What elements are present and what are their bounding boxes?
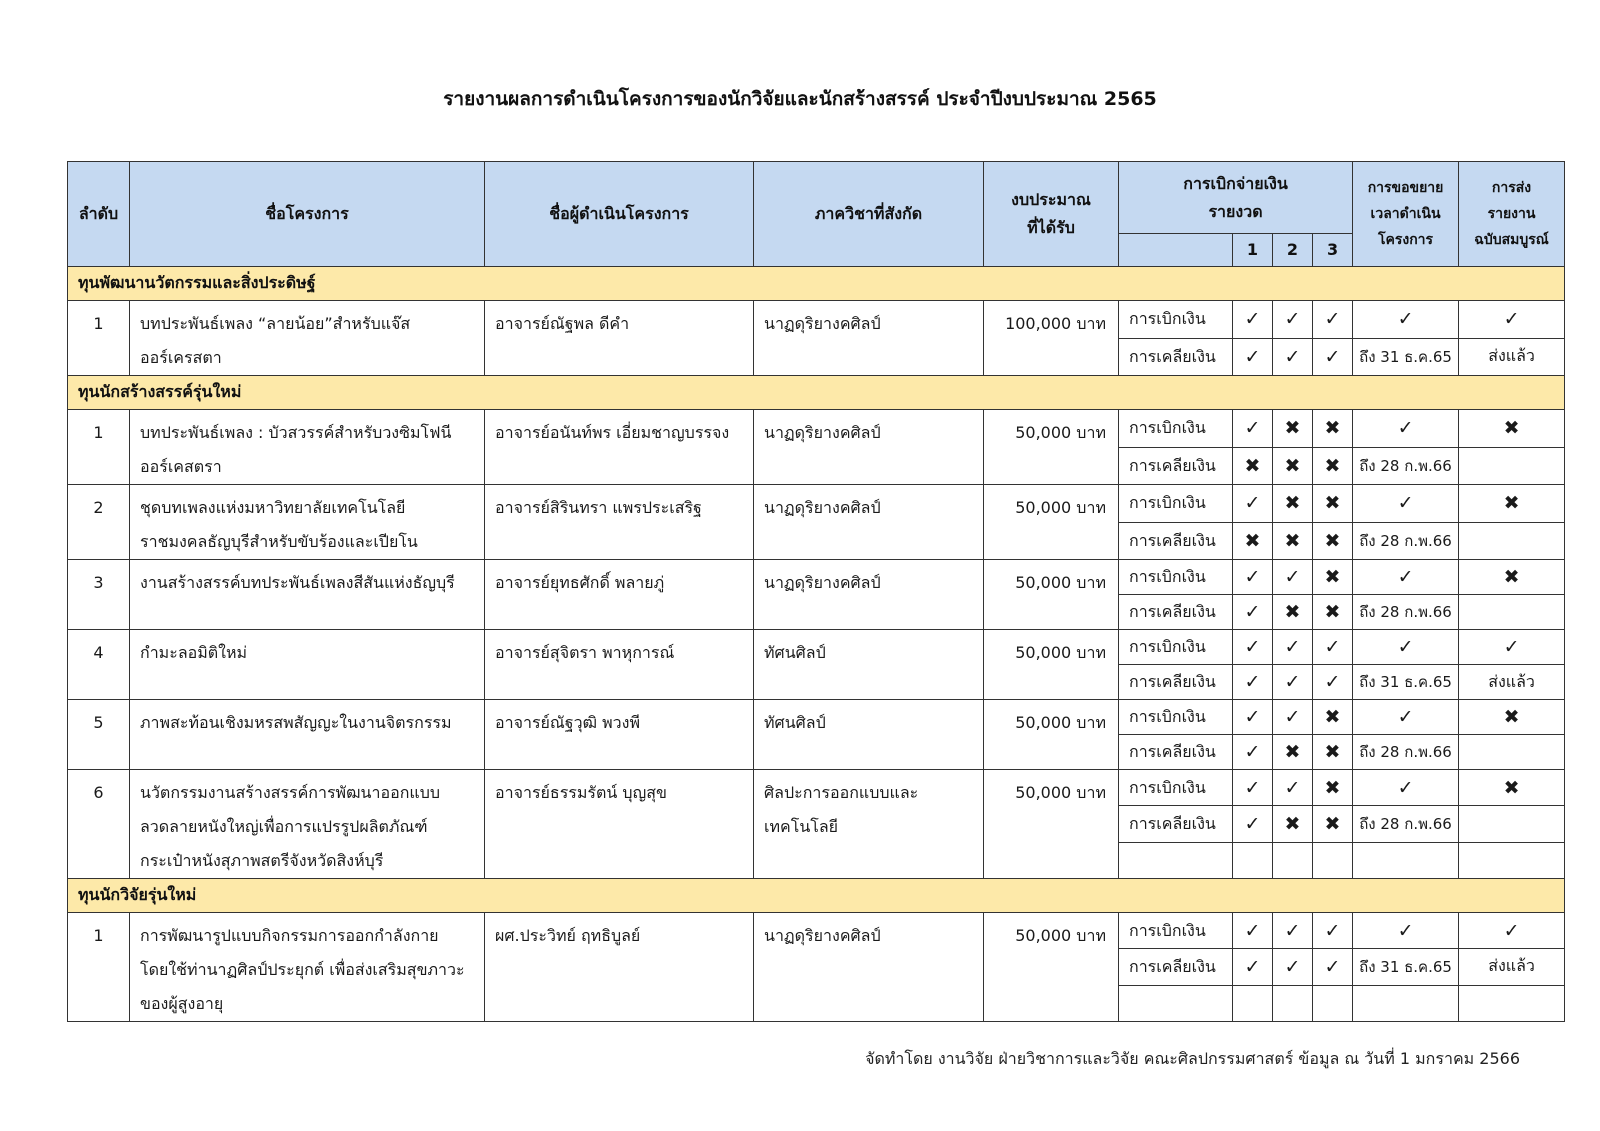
project-name-line: โดยใช้ท่านาฏศิลป์ประยุกต์ เพื่อส่งเสริมสุขภาวะ xyxy=(140,960,465,979)
report-table xyxy=(67,161,1565,1022)
check-icon: ✓ xyxy=(1233,338,1273,376)
cross-icon: ✖ xyxy=(1273,595,1313,630)
project-no: 4 xyxy=(68,630,130,700)
header-period-2: 2 xyxy=(1273,234,1313,267)
project-name-line: บทประพันธ์เพลง : บัวสวรรค์สำหรับวงซิมโฟนี xyxy=(140,423,452,442)
table-row xyxy=(68,560,1565,595)
empty-cell xyxy=(1233,842,1273,878)
row-label-disburse: การเบิกเงิน xyxy=(1119,770,1233,806)
row-label-disburse: การเบิกเงิน xyxy=(1119,410,1233,448)
empty-cell xyxy=(1353,842,1459,878)
extend-date: ถึง 28 ก.พ.66 xyxy=(1353,806,1459,842)
header-period-blank xyxy=(1119,234,1233,267)
check-icon: ✓ xyxy=(1233,913,1273,949)
project-dept xyxy=(754,913,984,1022)
project-no: 6 xyxy=(68,770,130,879)
table-row xyxy=(68,410,1565,448)
project-no: 2 xyxy=(68,485,130,560)
header-extend-line2: เวลาดำเนิน xyxy=(1370,206,1441,222)
row-label-clear: การเคลียเงิน xyxy=(1119,595,1233,630)
empty-cell xyxy=(1353,985,1459,1021)
project-leader: ผศ.ประวิทย์ ฤทธิบูลย์ xyxy=(485,913,754,1022)
project-name xyxy=(130,560,485,630)
project-dept xyxy=(754,700,984,770)
project-dept xyxy=(754,485,984,560)
report-status: ส่งแล้ว xyxy=(1459,665,1565,700)
report-status xyxy=(1459,735,1565,770)
extend-check-icon: ✓ xyxy=(1353,913,1459,949)
report-status xyxy=(1459,806,1565,842)
row-label-disburse: การเบิกเงิน xyxy=(1119,700,1233,735)
project-no: 1 xyxy=(68,410,130,485)
header-report-line3: ฉบับสมบูรณ์ xyxy=(1474,232,1549,248)
report-cross-icon: ✖ xyxy=(1459,560,1565,595)
extend-check-icon: ✓ xyxy=(1353,301,1459,339)
category-row xyxy=(68,267,1565,301)
cross-icon: ✖ xyxy=(1273,410,1313,448)
check-icon: ✓ xyxy=(1233,630,1273,665)
extend-date: ถึง 31 ธ.ค.65 xyxy=(1353,665,1459,700)
check-icon: ✓ xyxy=(1233,770,1273,806)
check-icon: ✓ xyxy=(1313,665,1353,700)
row-label-disburse: การเบิกเงิน xyxy=(1119,560,1233,595)
header-extend-line3: โครงการ xyxy=(1377,232,1434,248)
project-leader: อาจารย์ณัฐพล ดีคำ xyxy=(485,301,754,376)
check-icon: ✓ xyxy=(1273,301,1313,339)
project-no: 1 xyxy=(68,301,130,376)
check-icon: ✓ xyxy=(1313,630,1353,665)
project-budget: 50,000 บาท xyxy=(984,770,1119,879)
footer-note: จัดทำโดย งานวิจัย ฝ่ายวิชาการและวิจัย คณะศิลปกรรมศาสตร์ ข้อมูล ณ วันที่ 1 มกราคม 2566 xyxy=(865,1049,1520,1068)
check-icon: ✓ xyxy=(1273,700,1313,735)
check-icon: ✓ xyxy=(1313,913,1353,949)
row-label-clear: การเคลียเงิน xyxy=(1119,665,1233,700)
empty-cell xyxy=(1233,985,1273,1021)
project-leader: อาจารย์ธรรมรัตน์ บุญสุข xyxy=(485,770,754,879)
project-name xyxy=(130,485,485,560)
cross-icon: ✖ xyxy=(1273,806,1313,842)
cross-icon: ✖ xyxy=(1313,735,1353,770)
extend-check-icon: ✓ xyxy=(1353,770,1459,806)
check-icon: ✓ xyxy=(1273,338,1313,376)
header-leader: ชื่อผู้ดำเนินโครงการ xyxy=(485,162,754,267)
project-name xyxy=(130,630,485,700)
extend-date: ถึง 28 ก.พ.66 xyxy=(1353,447,1459,485)
project-dept-line: นาฏดุริยางคศิลป์ xyxy=(764,423,881,442)
check-icon: ✓ xyxy=(1313,301,1353,339)
cross-icon: ✖ xyxy=(1313,806,1353,842)
check-icon: ✓ xyxy=(1233,665,1273,700)
project-name-line: ราชมงคลธัญบุรีสำหรับขับร้องและเปียโน xyxy=(140,532,418,551)
check-icon: ✓ xyxy=(1273,913,1313,949)
project-budget: 100,000 บาท xyxy=(984,301,1119,376)
project-name xyxy=(130,410,485,485)
cross-icon: ✖ xyxy=(1233,447,1273,485)
header-project: ชื่อโครงการ xyxy=(130,162,485,267)
project-dept-line: ศิลปะการออกแบบและ xyxy=(764,783,919,802)
project-leader: อาจารย์ณัฐวุฒิ พวงพี xyxy=(485,700,754,770)
extend-date: ถึง 28 ก.พ.66 xyxy=(1353,735,1459,770)
check-icon: ✓ xyxy=(1233,949,1273,985)
row-label-clear: การเคลียเงิน xyxy=(1119,338,1233,376)
project-dept-line: นาฏดุริยางคศิลป์ xyxy=(764,314,881,333)
project-name xyxy=(130,301,485,376)
report-status xyxy=(1459,447,1565,485)
project-dept-line: ทัศนศิลป์ xyxy=(764,713,826,732)
cross-icon: ✖ xyxy=(1313,560,1353,595)
header-period-1: 1 xyxy=(1233,234,1273,267)
empty-cell xyxy=(1313,842,1353,878)
project-name xyxy=(130,913,485,1022)
empty-cell xyxy=(1119,842,1233,878)
report-cross-icon: ✖ xyxy=(1459,485,1565,523)
project-leader: อาจารย์สิรินทรา แพรประเสริฐ xyxy=(485,485,754,560)
category-title: ทุนนักสร้างสรรค์รุ่นใหม่ xyxy=(68,376,1565,410)
check-icon: ✓ xyxy=(1233,410,1273,448)
check-icon: ✓ xyxy=(1273,560,1313,595)
row-label-clear: การเคลียเงิน xyxy=(1119,522,1233,560)
empty-cell xyxy=(1459,985,1565,1021)
header-dept: ภาควิชาที่สังกัด xyxy=(754,162,984,267)
project-no: 5 xyxy=(68,700,130,770)
report-cross-icon: ✖ xyxy=(1459,770,1565,806)
cross-icon: ✖ xyxy=(1273,735,1313,770)
project-leader: อาจารย์อนันท์พร เอี่ยมชาญบรรจง xyxy=(485,410,754,485)
cross-icon: ✖ xyxy=(1273,485,1313,523)
row-label-disburse: การเบิกเงิน xyxy=(1119,301,1233,339)
check-icon: ✓ xyxy=(1273,770,1313,806)
report-body xyxy=(68,267,1565,1022)
project-leader: อาจารย์ยุทธศักดิ์ พลายภู่ xyxy=(485,560,754,630)
page-title: รายงานผลการดำเนินโครงการของนักวิจัยและนักสร้างสรรค์ ประจำปีงบประมาณ 2565 xyxy=(443,88,1157,110)
check-icon: ✓ xyxy=(1233,700,1273,735)
table-row xyxy=(68,700,1565,735)
cross-icon: ✖ xyxy=(1313,595,1353,630)
check-icon: ✓ xyxy=(1233,301,1273,339)
check-icon: ✓ xyxy=(1233,485,1273,523)
project-name xyxy=(130,770,485,879)
check-icon: ✓ xyxy=(1233,806,1273,842)
category-title: ทุนพัฒนานวัตกรรมและสิ่งประดิษฐ์ xyxy=(68,267,1565,301)
project-no: 3 xyxy=(68,560,130,630)
cross-icon: ✖ xyxy=(1313,700,1353,735)
project-budget: 50,000 บาท xyxy=(984,560,1119,630)
project-dept-line: นาฏดุริยางคศิลป์ xyxy=(764,498,881,517)
header-disburse-line2: รายงวด xyxy=(1208,201,1263,221)
check-icon: ✓ xyxy=(1273,665,1313,700)
empty-cell xyxy=(1273,842,1313,878)
row-label-clear: การเคลียเงิน xyxy=(1119,806,1233,842)
row-label-clear: การเคลียเงิน xyxy=(1119,447,1233,485)
check-icon: ✓ xyxy=(1273,949,1313,985)
header-no: ลำดับ xyxy=(68,162,130,267)
cross-icon: ✖ xyxy=(1273,447,1313,485)
empty-cell xyxy=(1119,985,1233,1021)
project-dept xyxy=(754,410,984,485)
project-dept-line: เทคโนโลยี xyxy=(764,817,839,836)
project-dept-line: นาฏดุริยางคศิลป์ xyxy=(764,926,881,945)
header-disburse xyxy=(1119,162,1353,234)
header-extend xyxy=(1353,162,1459,267)
category-title: ทุนนักวิจัยรุ่นใหม่ xyxy=(68,879,1565,913)
project-name-line: การพัฒนารูปแบบกิจกรรมการออกกำลังกาย xyxy=(140,926,439,945)
header-budget-line1: งบประมาณ xyxy=(1011,190,1091,209)
cross-icon: ✖ xyxy=(1313,447,1353,485)
check-icon: ✓ xyxy=(1233,560,1273,595)
project-budget: 50,000 บาท xyxy=(984,913,1119,1022)
extend-date: ถึง 31 ธ.ค.65 xyxy=(1353,949,1459,985)
check-icon: ✓ xyxy=(1273,630,1313,665)
table-row xyxy=(68,770,1565,806)
row-label-clear: การเคลียเงิน xyxy=(1119,949,1233,985)
project-no: 1 xyxy=(68,913,130,1022)
category-row xyxy=(68,376,1565,410)
project-name-line: ภาพสะท้อนเชิงมหรสพสัญญะในงานจิตรกรรม xyxy=(140,713,452,732)
project-name xyxy=(130,700,485,770)
report-status: ส่งแล้ว xyxy=(1459,338,1565,376)
check-icon: ✓ xyxy=(1313,949,1353,985)
header-period-3: 3 xyxy=(1313,234,1353,267)
empty-cell xyxy=(1459,842,1565,878)
extend-check-icon: ✓ xyxy=(1353,630,1459,665)
check-icon: ✓ xyxy=(1233,735,1273,770)
project-dept xyxy=(754,770,984,879)
project-budget: 50,000 บาท xyxy=(984,630,1119,700)
check-icon: ✓ xyxy=(1313,338,1353,376)
cross-icon: ✖ xyxy=(1233,522,1273,560)
report-status: ส่งแล้ว xyxy=(1459,949,1565,985)
table-row xyxy=(68,301,1565,339)
project-dept xyxy=(754,630,984,700)
project-name-line: กระเป๋าหนังสุภาพสตรีจังหวัดสิงห์บุรี xyxy=(140,851,384,870)
report-cross-icon: ✖ xyxy=(1459,410,1565,448)
row-label-clear: การเคลียเงิน xyxy=(1119,735,1233,770)
project-dept-line: ทัศนศิลป์ xyxy=(764,643,826,662)
header-budget xyxy=(984,162,1119,267)
row-label-disburse: การเบิกเงิน xyxy=(1119,913,1233,949)
cross-icon: ✖ xyxy=(1313,485,1353,523)
report-check-icon: ✓ xyxy=(1459,913,1565,949)
header-budget-line2: ที่ได้รับ xyxy=(1027,218,1075,237)
project-name-line: ของผู้สูงอายุ xyxy=(140,994,224,1013)
cross-icon: ✖ xyxy=(1313,770,1353,806)
project-dept xyxy=(754,560,984,630)
table-row xyxy=(68,913,1565,949)
extend-check-icon: ✓ xyxy=(1353,560,1459,595)
extend-check-icon: ✓ xyxy=(1353,700,1459,735)
project-budget: 50,000 บาท xyxy=(984,485,1119,560)
project-name-line: ชุดบทเพลงแห่งมหาวิทยาลัยเทคโนโลยี xyxy=(140,498,406,517)
header-report-line2: รายงาน xyxy=(1487,206,1536,222)
project-name-line: กำมะลอมิติใหม่ xyxy=(140,643,248,662)
project-budget: 50,000 บาท xyxy=(984,410,1119,485)
extend-date: ถึง 28 ก.พ.66 xyxy=(1353,595,1459,630)
cross-icon: ✖ xyxy=(1273,522,1313,560)
report-check-icon: ✓ xyxy=(1459,630,1565,665)
project-name-line: งานสร้างสรรค์บทประพันธ์เพลงสีสันแห่งธัญบุรี xyxy=(140,573,455,592)
report-status xyxy=(1459,595,1565,630)
extend-check-icon: ✓ xyxy=(1353,485,1459,523)
header-report-line1: การส่ง xyxy=(1491,180,1532,196)
empty-cell xyxy=(1313,985,1353,1021)
cross-icon: ✖ xyxy=(1313,410,1353,448)
project-budget: 50,000 บาท xyxy=(984,700,1119,770)
report-status xyxy=(1459,522,1565,560)
header-extend-line1: การขอขยาย xyxy=(1367,180,1444,196)
project-leader: อาจารย์สุจิตรา พาหุการณ์ xyxy=(485,630,754,700)
project-dept-line: นาฏดุริยางคศิลป์ xyxy=(764,573,881,592)
project-dept xyxy=(754,301,984,376)
check-icon: ✓ xyxy=(1233,595,1273,630)
extend-check-icon: ✓ xyxy=(1353,410,1459,448)
empty-cell xyxy=(1273,985,1313,1021)
header-report xyxy=(1459,162,1565,267)
extend-date: ถึง 28 ก.พ.66 xyxy=(1353,522,1459,560)
header-disburse-line1: การเบิกจ่ายเงิน xyxy=(1183,173,1288,193)
extend-date: ถึง 31 ธ.ค.65 xyxy=(1353,338,1459,376)
project-name-line: ออร์เคสตรา xyxy=(140,457,222,476)
category-row xyxy=(68,879,1565,913)
project-name-line: บทประพันธ์เพลง “ลายน้อย”สำหรับแจ๊ส xyxy=(140,314,411,333)
row-label-disburse: การเบิกเงิน xyxy=(1119,630,1233,665)
project-name-line: นวัตกรรมงานสร้างสรรค์การพัฒนาออกแบบ xyxy=(140,783,440,802)
project-name-line: ลวดลายหนังใหญ่เพื่อการแปรรูปผลิตภัณฑ์ xyxy=(140,817,428,836)
table-row xyxy=(68,630,1565,665)
project-name-line: ออร์เครสตา xyxy=(140,348,222,367)
report-check-icon: ✓ xyxy=(1459,301,1565,339)
report-cross-icon: ✖ xyxy=(1459,700,1565,735)
cross-icon: ✖ xyxy=(1313,522,1353,560)
table-row xyxy=(68,485,1565,523)
row-label-disburse: การเบิกเงิน xyxy=(1119,485,1233,523)
